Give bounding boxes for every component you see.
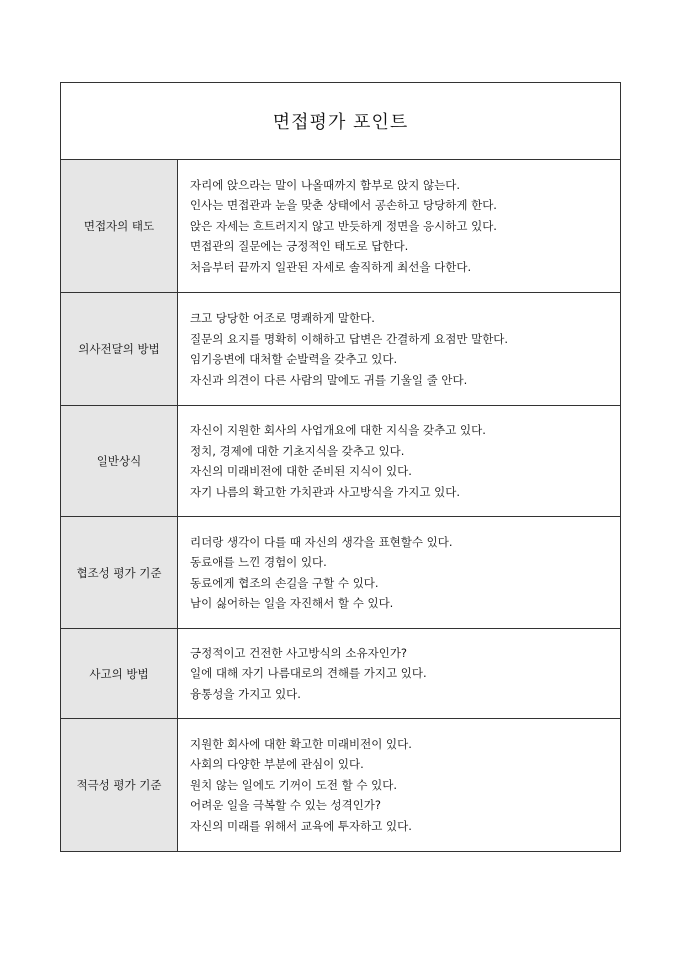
- table-row: [61, 405, 620, 516]
- table-row: [61, 292, 620, 405]
- criterion-line: 지원한 회사에 대한 확고한 미래비전이 있다.: [190, 736, 412, 751]
- row-label: 협조성 평가 기준: [61, 517, 178, 628]
- row-label: 적극성 평가 기준: [61, 719, 178, 851]
- page-title: 면접평가 포인트: [272, 112, 409, 133]
- criterion-line: 남이 싫어하는 일을 자진해서 할 수 있다.: [190, 596, 394, 610]
- row-content: [178, 719, 620, 851]
- table-body: [61, 160, 620, 851]
- criterion-line: 자리에 앉으라는 말이 나올때까지 함부로 앉지 않는다.: [190, 177, 460, 192]
- table-row: [61, 516, 620, 628]
- criterion-line: 면접관의 질문에는 긍정적인 태도로 답한다.: [190, 239, 409, 254]
- row-content: [178, 160, 620, 292]
- row-content: [178, 293, 620, 405]
- table-row: [61, 160, 620, 292]
- table-row: [61, 718, 620, 851]
- criterion-line: 동료에게 협조의 손길을 구할 수 있다.: [190, 575, 379, 590]
- criterion-line: 리더랑 생각이 다를 때 자신의 생각을 표현할수 있다.: [190, 534, 453, 549]
- table-row: [61, 628, 620, 718]
- criterion-line: 동료애를 느낀 경험이 있다.: [190, 555, 327, 569]
- row-label: 일반상식: [61, 406, 178, 516]
- criterion-line: 원치 않는 일에도 기꺼이 도전 할 수 있다.: [190, 777, 397, 792]
- row-content: [178, 517, 620, 628]
- criterion-line: 어려운 일을 극복할 수 있는 성격인가?: [190, 798, 382, 813]
- evaluation-table: [60, 82, 621, 852]
- criterion-line: 임기응변에 대처할 순발력을 갖추고 있다.: [190, 352, 398, 366]
- row-content: [178, 406, 620, 516]
- criterion-line: 일에 대해 자기 나름대로의 견해를 가지고 있다.: [190, 666, 427, 681]
- row-label: 면접자의 태도: [61, 160, 178, 292]
- criterion-line: 처음부터 끝까지 일관된 자세로 솔직하게 최선을 다한다.: [190, 259, 472, 274]
- criterion-line: 자신의 미래를 위해서 교육에 투자하고 있다.: [190, 818, 412, 833]
- row-label: 의사전달의 방법: [61, 293, 178, 405]
- criterion-line: 사회의 다양한 부분에 관심이 있다.: [190, 757, 364, 772]
- table-title-row: [61, 83, 620, 160]
- criterion-line: 자신과 의견이 다른 사람의 말에도 귀를 기울일 줄 안다.: [190, 372, 468, 387]
- criterion-line: 자기 나름의 확고한 가치관과 사고방식을 가지고 있다.: [190, 484, 460, 499]
- criterion-line: 인사는 면접관과 눈을 맞춘 상태에서 공손하고 당당하게 한다.: [190, 198, 497, 213]
- criterion-line: 자신의 미래비전에 대한 준비된 지식이 있다.: [190, 464, 412, 478]
- criterion-line: 융통성을 가지고 있다.: [190, 686, 301, 701]
- criterion-line: 자신이 지원한 회사의 사업개요에 대한 지식을 갖추고 있다.: [190, 423, 486, 437]
- criterion-line: 긍정적이고 건전한 사고방식의 소유자인가?: [190, 645, 408, 660]
- row-label: 사고의 방법: [61, 629, 178, 718]
- criterion-line: 질문의 요지를 명확히 이해하고 답변은 간결하게 요점만 말한다.: [190, 331, 509, 346]
- criterion-line: 크고 당당한 어조로 명쾌하게 말한다.: [190, 311, 375, 325]
- criterion-line: 정치, 경제에 대한 기초지식을 갖추고 있다.: [190, 443, 405, 458]
- criterion-line: 앉은 자세는 흐트러지지 않고 반듯하게 정면을 응시하고 있다.: [190, 218, 497, 233]
- row-content: [178, 629, 620, 718]
